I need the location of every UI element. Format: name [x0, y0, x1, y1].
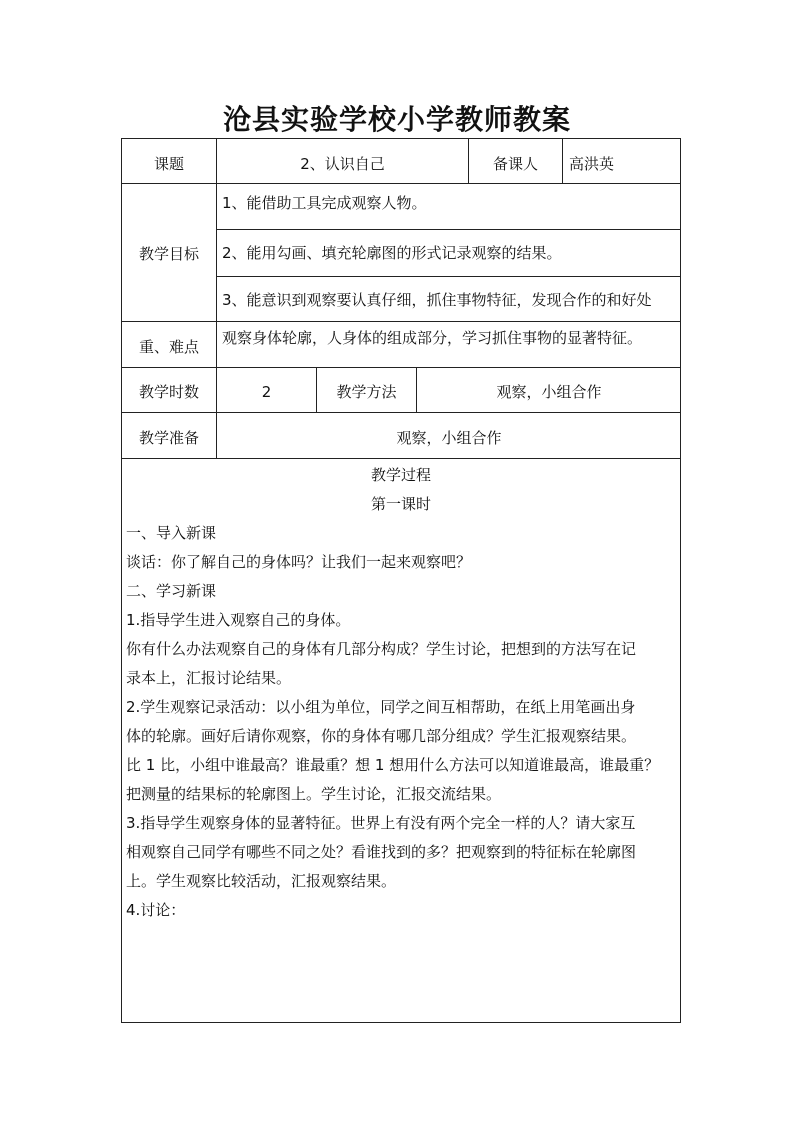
process-line: 谈话：你了解自己的身体吗？让我们一起来观察吧？: [126, 553, 472, 571]
objective-item: 2、能用勾画、填充轮廓图的形式记录观察的结果。: [222, 244, 562, 262]
process-line: 4.讨论：: [126, 901, 186, 919]
row-divider: [121, 412, 681, 413]
row-divider: [121, 183, 681, 184]
hours-value: 2: [261, 383, 272, 401]
preparer-label: 备课人: [492, 155, 538, 173]
preparer-value: 高洪英: [569, 155, 615, 173]
objective-item: 3、能意识到观察要认真仔细，抓住事物特征，发现合作的和好处: [222, 291, 652, 309]
hours-label: 教学时数: [138, 383, 199, 401]
key-points-label: 重、难点: [138, 338, 199, 356]
process-line: 1.指导学生进入观察自己的身体。: [126, 611, 351, 629]
process-line: 上。学生观察比较活动，汇报观察结果。: [126, 872, 397, 890]
topic-label: 课题: [153, 155, 184, 173]
document-title: 沧县实验学校小学教师教案: [222, 103, 571, 136]
topic-value: 2、认识自己: [300, 155, 385, 173]
process-heading: 教学过程: [370, 466, 431, 484]
row-divider: [121, 458, 681, 459]
process-line: 2.学生观察记录活动：以小组为单位，同学之间互相帮助，在纸上用笔画出身: [126, 698, 636, 716]
process-line: 3.指导学生观察身体的显著特征。世界上有没有两个完全一样的人？请大家互: [126, 814, 636, 832]
process-line: 把测量的结果标的轮廓图上。学生讨论，汇报交流结果。: [126, 785, 502, 803]
objectives-label: 教学目标: [138, 245, 199, 263]
preparation-label: 教学准备: [138, 429, 199, 447]
process-line: 比 1 比，小组中谁最高？谁最重？想 1 想用什么方法可以知道谁最高，谁最重？: [126, 756, 660, 774]
method-value: 观察，小组合作: [496, 383, 602, 401]
row-divider: [216, 229, 681, 230]
process-line: 二、学习新课: [126, 582, 217, 600]
column-divider: [216, 138, 217, 458]
process-subheading: 第一课时: [370, 495, 431, 513]
objective-item: 1、能借助工具完成观察人物。: [222, 194, 427, 212]
key-points-value: 观察身体轮廓，人身体的组成部分，学习抓住事物的显著特征。: [222, 329, 643, 347]
preparation-value: 观察，小组合作: [396, 429, 502, 447]
process-line: 体的轮廓。画好后请你观察，你的身体有哪几部分组成？学生汇报观察结果。: [126, 727, 637, 745]
process-line: 一、导入新课: [126, 524, 217, 542]
row-divider: [121, 367, 681, 368]
column-divider: [562, 138, 563, 183]
method-label: 教学方法: [336, 383, 397, 401]
row-divider: [216, 276, 681, 277]
process-line: 录本上，汇报讨论结果。: [126, 669, 292, 687]
process-line: 你有什么办法观察自己的身体有几部分构成？学生讨论，把想到的方法写在记: [126, 640, 637, 658]
process-line: 相观察自己同学有哪些不同之处？看谁找到的多？把观察到的特征标在轮廓图: [126, 843, 637, 861]
row-divider: [121, 321, 681, 322]
